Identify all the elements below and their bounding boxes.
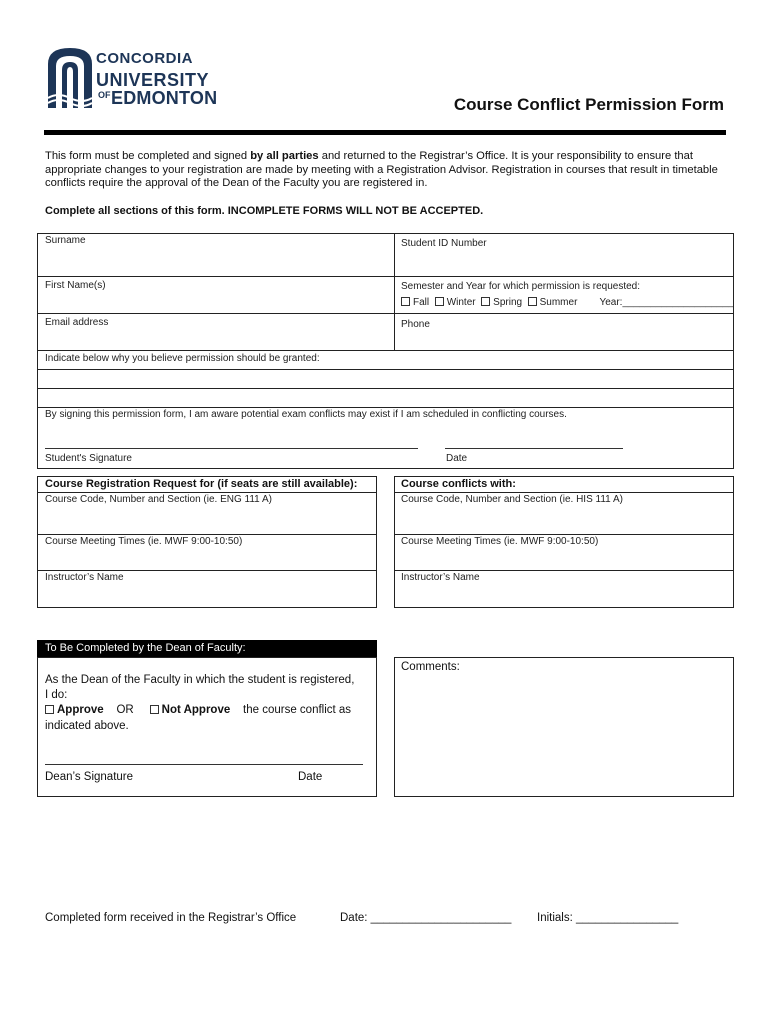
semester-label: Semester and Year for which permission is requested: [401,281,641,292]
intro-text-1: This form must be completed and signed [45,150,251,162]
dean-statement-line4: indicated above. [45,720,129,732]
form-title: Course Conflict Permission Form [453,95,724,114]
left-meeting-times-label: Course Meeting Times (ie. MWF 9:00-10:50) [45,536,243,547]
logo-wordmark-of: OF [98,90,111,100]
winter-label: Winter [446,297,476,308]
right-course-code-label: Course Code, Number and Section (ie. HIS 111 A) [401,494,623,505]
conflicts-with-header: Course conflicts with: [401,478,516,490]
student-signature-label: Student's Signature [45,453,132,464]
first-name-label: First Name(s) [45,280,106,291]
spring-label: Spring [493,297,523,308]
dean-approval-options [45,702,351,718]
dean-signature-label: Dean’s Signature [45,771,134,783]
registrar-date-field[interactable]: Date: ______________________ [340,912,512,924]
dean-signature-line[interactable] [45,764,363,765]
summer-label: Summer [539,297,578,308]
right-meeting-times-label: Course Meeting Times (ie. MWF 9:00-10:50) [401,536,599,547]
not-approve-checkbox[interactable] [150,705,159,714]
not-approve-label: Not Approve [161,704,231,716]
intro-text-2: and returned to the Registrar’s Office. It is your responsibility to ensure that appropriate changes to your registration are made by meeting with a Registration Advisor. Registration in courses that result in timetable conflicts require the approval of the Dean of the Faculty you are registered in. [45,150,718,189]
comments-field[interactable] [394,657,734,797]
spring-checkbox[interactable] [481,297,490,306]
phone-label: Phone [401,319,430,330]
fall-checkbox[interactable] [401,297,410,306]
surname-label: Surname [45,235,86,246]
dean-statement-line1: As the Dean of the Faculty in which the student is registered, [45,674,355,686]
reason-label: Indicate below why you believe permission should be granted: [45,353,320,364]
logo-wordmark-edmonton: EDMONTON [111,88,218,108]
awareness-statement: By signing this permission form, I am aware potential exam conflicts may exist if I am scheduled in conflicting courses. [45,409,567,420]
approval-tail: the course conflict as [243,704,352,716]
reason-field-1[interactable] [37,369,734,389]
student-date-label: Date [446,453,468,464]
phone-field[interactable] [394,313,734,351]
reason-field-2[interactable] [37,388,734,408]
year-field[interactable]: Year:____________________ [599,297,734,308]
logo-wordmark-university: UNIVERSITY [96,70,210,90]
winter-checkbox[interactable] [435,297,444,306]
left-course-code-label: Course Code, Number and Section (ie. ENG 111 A) [45,494,272,505]
title-rule [44,130,726,135]
fall-label: Fall [413,297,430,308]
right-instructor-label: Instructor’s Name [401,572,480,583]
registrar-received-label: Completed form received in the Registrar’s Office [45,912,297,924]
dean-statement-line2: I do: [45,689,68,701]
semester-options [401,297,734,308]
intro-paragraph [45,150,725,191]
incomplete-forms-notice: Complete all sections of this form. INCOMPLETE FORMS WILL NOT BE ACCEPTED. [45,205,484,217]
dean-date-label: Date [298,771,323,783]
or-label: OR [116,704,134,716]
email-label: Email address [45,317,109,328]
comments-label: Comments: [401,661,460,673]
approve-checkbox[interactable] [45,705,54,714]
registrar-initials-field[interactable]: Initials: ________________ [537,912,679,924]
summer-checkbox[interactable] [528,297,537,306]
intro-bold: by all parties [250,150,319,162]
registration-request-header: Course Registration Request for (if seats are still available): [45,478,358,490]
dean-section-header: To Be Completed by the Dean of Faculty: [37,640,377,658]
student-signature-line[interactable] [45,448,418,449]
left-instructor-label: Instructor’s Name [45,572,124,583]
surname-field[interactable] [37,233,395,277]
approve-label: Approve [57,704,104,716]
logo-wordmark-concordia: CONCORDIA [96,50,193,67]
student-date-line[interactable] [445,448,623,449]
student-id-label: Student ID Number [401,238,487,249]
